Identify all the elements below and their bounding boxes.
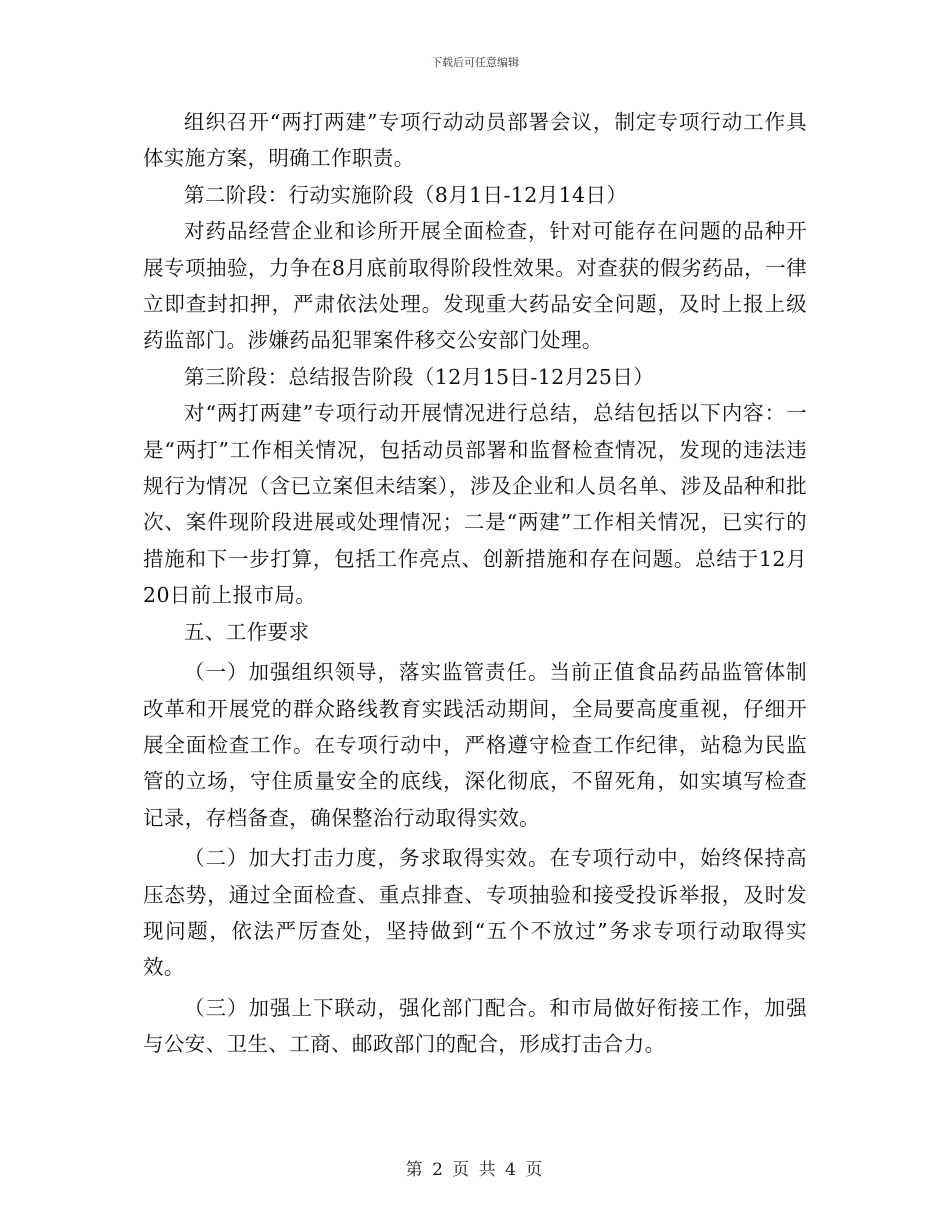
page-header: 下载后可任意编辑 (431, 56, 519, 69)
page-number-footer: 第 2 页 共 4 页 (405, 1160, 545, 1180)
paragraph-requirement-three: （三）加强上下联动，强化部门配合。和市局做好衔接工作，加强与公安、卫生、工商、邮政部门的配合，形成打击合力。 (143, 995, 807, 1057)
heading-work-requirements: 五、工作要求 (184, 619, 310, 644)
paragraph-stage-three: 对“两打两建”专项行动开展情况进行总结，总结包括以下内容：一是“两打”工作相关情况，包括动员部署和监督检查情况，发现的违法违规行为情况（含已立案但未结案），涉及企业和人员名单、涉及品种和批次、案件现阶段进展或处理情况；二是“两建”工作相关情况，已实行的措施和下一步打算，包括工作亮点、创新措施和存在问题。总结于12月20日前上报市局。 (143, 401, 807, 608)
document-body (143, 104, 807, 1063)
heading-stage-three: 第三阶段：总结报告阶段（12月15日-12月25日） (184, 364, 655, 389)
paragraph-stage-two: 对药品经营企业和诊所开展全面检查，针对可能存在问题的品种开展专项抽验，力争在8月底前取得阶段性效果。对查获的假劣药品，一律立即查封扣押，严肃依法处理。发现重大药品安全问题，及时上报上级药监部门。涉嫌药品犯罪案件移交公安部门处理。 (143, 219, 807, 353)
heading-stage-two: 第二阶段：行动实施阶段（8月1日-12月14日） (184, 182, 628, 207)
paragraph-requirement-one: （一）加强组织领导，落实监管责任。当前正值食品药品监管体制改革和开展党的群众路线教育实践活动期间，全局要高度重视，仔细开展全面检查工作。在专项行动中，严格遵守检查工作纪律，站稳为民监管的立场，守住质量安全的底线，深化彻底，不留死角，如实填写检查记录，存档备查，确保整治行动取得实效。 (143, 660, 807, 830)
paragraph-meeting: 组织召开“两打两建”专项行动动员部署会议，制定专项行动工作具体实施方案，明确工作职责。 (143, 110, 807, 171)
paragraph-requirement-two: （二）加大打击力度，务求取得实效。在专项行动中，始终保持高压态势，通过全面检查、重点排查、专项抽验和接受投诉举报，及时发现问题，依法严厉查处，坚持做到“五个不放过”务求专项行动取得实效。 (143, 846, 807, 980)
